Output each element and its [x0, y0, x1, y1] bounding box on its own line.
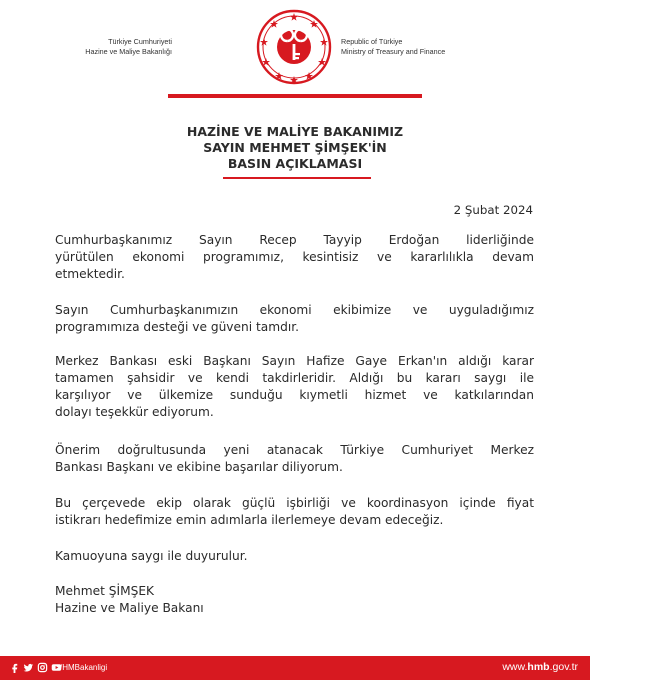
website-link[interactable] [502, 661, 578, 673]
paragraph-2 [55, 302, 534, 336]
paragraph-line: istikrarı hedefimize emin adımlarla ilerlemeye devam edeceğiz. [55, 513, 444, 527]
instagram-icon[interactable] [37, 662, 48, 673]
social-handle[interactable]: /HMBakanligi [60, 663, 108, 672]
paragraph-line: Kamuoyuna saygı ile duyurulur. [55, 549, 248, 563]
signature-block [55, 583, 204, 617]
paragraph-line: Önerim doğrultusunda yeni atanacak Türkiye Cumhuriyet Merkez [55, 443, 534, 457]
right-blank-margin [590, 0, 670, 680]
paragraph-4 [55, 442, 534, 476]
twitter-icon[interactable] [23, 662, 34, 673]
paragraph-line: Sayın Cumhurbaşkanımızın ekonomi ekibimize ve uyguladığımız [55, 303, 534, 317]
title-line-2: SAYIN MEHMET ŞİMŞEK'İN [203, 140, 387, 155]
header-right-text [341, 37, 445, 57]
paragraph-6 [55, 548, 534, 565]
paragraph-line: karşılıyor ve ülkemize sunduğu kıymetli hizmet ve katkılarından [55, 388, 534, 402]
header-divider [168, 94, 422, 98]
ministry-seal-logo [255, 8, 333, 86]
paragraph-line: Cumhurbaşkanımız Sayın Recep Tayyip Erdoğan liderliğinde [55, 233, 534, 247]
title-line-3: BASIN AÇIKLAMASI [227, 156, 363, 171]
site-prefix: www. [502, 661, 528, 673]
paragraph-1 [55, 232, 534, 283]
paragraph-5 [55, 495, 534, 529]
header-right-line2: Ministry of Treasury and Finance [341, 47, 446, 56]
signature-role: Hazine ve Maliye Bakanı [55, 601, 204, 615]
paragraph-line: Merkez Bankası eski Başkanı Sayın Hafize Gaye Erkan'ın aldığı karar [55, 354, 534, 368]
header-left-text [85, 37, 172, 57]
title-line-1: HAZİNE VE MALİYE BAKANIMIZ [186, 124, 404, 139]
paragraph-line: programımıza desteği ve güveni tamdır. [55, 320, 300, 334]
site-suffix: .gov.tr [549, 661, 578, 673]
title-underline [223, 177, 371, 179]
signature-name: Mehmet ŞİMŞEK [55, 584, 155, 598]
paragraph-line: etmektedir. [55, 267, 125, 281]
header-left-line1: Türkiye Cumhuriyeti [108, 37, 172, 46]
social-icons [9, 662, 62, 673]
paragraph-line: tamamen şahsidir ve kendi takdirleridir. Aldığı bu kararı saygı ile [55, 371, 534, 385]
paragraph-line: Bankası Başkanı ve ekibine başarılar diliyorum. [55, 460, 343, 474]
facebook-icon[interactable] [9, 662, 20, 673]
footer-bar [0, 656, 590, 680]
paragraph-line: Bu çerçevede ekip olarak güçlü işbirliği ve koordinasyon içinde fiyat [55, 496, 534, 510]
paragraph-line: dolayı teşekkür ediyorum. [55, 405, 214, 419]
paragraph-line: yürütülen ekonomi programımız, kesintisiz ve kararlılıkla devam [55, 250, 534, 264]
paragraph-3 [55, 353, 534, 421]
header-right-line1: Republic of Türkiye [341, 37, 403, 46]
site-domain: hmb [527, 661, 550, 673]
header-left-line2: Hazine ve Maliye Bakanlığı [85, 47, 172, 56]
release-date: 2 Şubat 2024 [453, 203, 533, 217]
